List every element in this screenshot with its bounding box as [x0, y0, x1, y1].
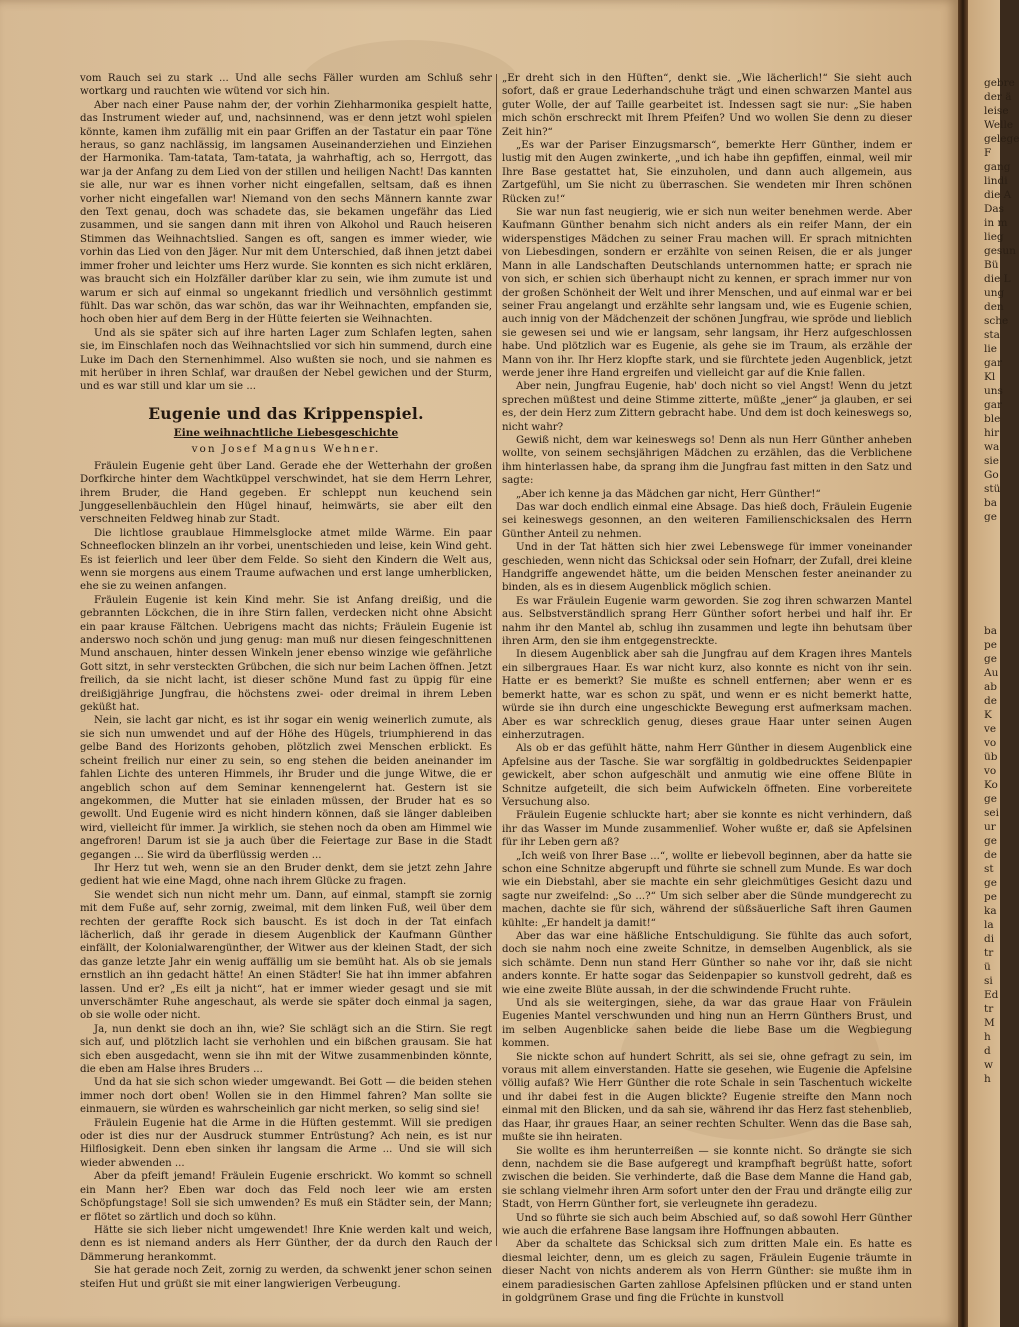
next-page-fragment: gebre [984, 77, 1015, 89]
intro-paragraph: Und als sie später sich auf ihre harten Lager zum Schlafen legten, sahen sie, im Einschlafen noch das Weihnachtslied vor sich hin summend, durch eine Luke im Dach den Sternenhimmel. Also wußten sie noch, und sie nahmen es mit herüber in ihren Schlaf, war draußen der Nebel gewichen und der Sturm, und es war still und klar um sie ... [80, 327, 492, 393]
story-paragraph: Hätte sie sich lieber nicht umgewendet! Ihre Knie werden kalt und weich, denn es ist niemand anders als Herr Günther, der da durch den Rauch der Dämmerung herankommt. [80, 1224, 492, 1263]
next-page-fragment: ba [984, 497, 997, 509]
next-page-fragment: ung [984, 287, 1005, 299]
next-page-fragment: lindi [984, 175, 1008, 187]
next-page-fragment: la [984, 919, 994, 931]
next-page-fragment: ve [984, 723, 997, 735]
next-page-fragment: Ed [984, 989, 999, 1001]
next-page-fragment: Das [984, 203, 1005, 215]
next-page-fragment: sta [984, 329, 1000, 341]
story-paragraph: „Es war der Pariser Einzugsmarsch“, bemerkte Herr Günther, indem er lustig mit den Augen zwinkerte, „und ich habe ihn gepfiffen, einmal, weil mir Ihre Base gestattet hat, Sie einzuholen, und dann auch allgemein, aus Zartgefühl, um Sie nicht zu überraschen. Sie wendeten mir Ihren schönen Rücken zu!“ [502, 140, 912, 205]
story-paragraph: Sie hat gerade noch Zeit, zornig zu werden, da schwenkt jener schon seinen steifen Hut und grüßt sie mit einer langwierigen Verbeugung. [80, 1265, 492, 1290]
story-paragraph: Sie war nun fast neugierig, wie er sich nun weiter benehmen werde. Aber Kaufmann Günther benahm sich nicht anders als ein reifer Mann, der ein widerspenstiges Mädchen zu seiner Frau machen will. Er sprach mitnichten von Liebesdingen, sondern er erzählte von seinen Reisen, die er als junger Mann in alle Landschaften Deutschlands unternommen hatte; er sprach nie von sich, er schien sich überhaupt nicht zu kennen, er sprach immer nur von der großen Schönheit der Welt und ihrer Menschen, und auf einmal war er bei seiner Frau angelangt und erzählte sehr langsam und, wie es Eugenie schien, auch innig von der Mädchenzeit der schönen Jungfrau, wie spröde und lieblich sie gewesen sei und wie er langsam, sehr langsam, ihr Herz aufgeschlossen habe. Und plötzlich war es Eugenie, als gehe sie im Traum, als erzähle der Mann von ihr. Ihr Herz klopfte stark, und sie fürchtete jeden Augenblick, jetzt werde jener ihre Hand ergreifen und vielleicht gar auf die Knie fallen. [502, 207, 912, 379]
story-paragraph: Ihr Herz tut weh, wenn sie an den Bruder denkt, dem sie jetzt zehn Jahre gedient hat wie eine Magd, ohne nach ihrem Glücke zu fragen. [80, 862, 492, 888]
next-page-fragment: ge [984, 877, 997, 889]
story-paragraph: Fräulein Eugenie geht über Land. Gerade ehe der Wetterhahn der großen Dorfkirche hinter dem Wachtküppel verschwindet, hat sie dem Herrn Lehrer, ihrem Bruder, die Hand gegeben. Er schleppt nun keuchend sein Junggesellenbäuchlein den Hügel hinauf, heimwärts, sie aber eilt den verschneiten Feldweg hinab zur Stadt. [80, 460, 492, 526]
next-page-fragment: de [984, 849, 997, 861]
right-column [502, 72, 912, 1304]
story-paragraph: Aber nein, Jungfrau Eugenie, hab' doch nicht so viel Angst! Wenn du jetzt sprechen müßtest und deine Stimme zitterte, müßte „jener“ ja glauben, er sei es, der dein Herz zum Zittern gebracht habe. Und dem ist doch keineswegs so, nicht wahr? [502, 381, 912, 433]
next-page-fragment: ge [984, 835, 997, 847]
next-page-fragment: uns [984, 385, 1003, 397]
next-page-fragment: tr [984, 947, 994, 959]
story-paragraph: Sie wendet sich nun nicht mehr um. Dann, auf einmal, stampft sie zornig mit dem Fuße auf, sehr zornig, zweimal, mit dem linken Fuß, weil über dem rechten der geraffte Rock sich bauscht. Es ist doch in der Tat einfach lächerlich, daß ihr gerade in diesem Augenblick der Kaufmann Günther einfällt, der Kolonialwarengünther, der Witwer aus der kleinen Stadt, der sich das ganze letzte Jahr ein wenig auffällig um sie bemüht hat. Als ob sie jemals ernstlich an ihn gedacht hätte! An einen Städter! Sie hat ihn immer abfahren lassen. Und er? „Es eilt ja nicht“, hat er immer wieder gesagt und sie mit unverschämter Ruhe angeschaut, als werde sie später doch einmal ja sagen, ob sie wolle oder nicht. [80, 889, 492, 1022]
story-paragraph: Ja, nun denkt sie doch an ihn, wie? Sie schlägt sich an die Stirn. Sie regt sich auf, und plötzlich lacht sie verhohlen und ein bißchen grausam. Sie hat sich eben ausgedacht, wenn sie ihn mit der Witwe zusammenbinden könnte, die eben am Halse ihres Bruders ... [80, 1023, 492, 1076]
next-page-fragment: Welle [984, 119, 1014, 131]
next-page-fragment: h [984, 1073, 991, 1085]
book-binding [958, 0, 968, 1327]
next-page-fragment: ba [984, 625, 997, 637]
next-page-fragment: M [984, 1017, 995, 1029]
story-paragraph: Aber da schaltete das Schicksal sich zum dritten Male ein. Es hatte es diesmal leichter, denn, um es gleich zu sagen, Fräulein Eugenie träumte in dieser Nacht von nichts anderem als von Herrn Günther: sie mußte ihm in einem paradiesischen Garten zahllose Apfelsinen pflücken und er stand unten in goldgrünem Grase und fing die Früchte in kunstvoll [502, 1239, 912, 1304]
next-page-fragment: die A [984, 189, 1012, 201]
next-page-fragment: vo [984, 765, 997, 777]
next-page-fragment: w [984, 1059, 993, 1071]
next-page-fragment: Ko [984, 779, 998, 791]
next-page-fragment: den [984, 301, 1004, 313]
next-page-fragment: ble [984, 413, 1001, 425]
next-page-fragment: ge [984, 511, 997, 523]
next-page-fragment: wa [984, 441, 1000, 453]
next-page-fragment: ü [984, 961, 991, 973]
story-paragraph: Das war doch endlich einmal eine Absage. Das hieß doch, Fräulein Eugenie sei keineswegs gesonnen, an den weiteren Familienschicksalen des Herrn Günther Anteil zu nehmen. [502, 502, 912, 540]
story-paragraph: Und in der Tat hätten sich hier zwei Lebenswege für immer voneinander geschieden, wenn nicht das Schicksal oder sein Hofnarr, der Zufall, drei kleine Handgriffe angewendet hätte, um die beiden Menschen fester aneinander zu binden, als es in diesem Augenblick möglich schien. [502, 542, 912, 594]
story-paragraph: Gewiß nicht, dem war keineswegs so! Denn als nun Herr Günther anheben wollte, von seinem sechsjährigen Mädchen zu erzählen, das die Verblichene ihm hinterlassen habe, da sprang ihm die Jungfrau fast mitten in den Satz und sagte: [502, 434, 912, 487]
story-paragraph: Aber das war eine häßliche Entschuldigung. Sie fühlte das auch sofort, doch sie nahm noch eine zweite Schnitze, in demselben Augenblick, als sie sich schämte. Denn nun stand Herr Günther so nahe vor ihr, daß sie nicht anders konnte. Er hatte sogar das Seidenpapier so kunstvoll gedreht, daß es wie eine zweite Blüte aussah, in der die schwindende Frucht ruhte. [502, 931, 912, 996]
story-paragraph: „Er dreht sich in den Hüften“, denkt sie. „Wie lächerlich!“ Sie sieht auch sofort, daß er graue Lederhandschuhe trägt und einen schwarzen Mantel aus guter Wolle, der auf Taille gearbeitet ist. Indessen sagt sie nur: „Sie haben mich schön erschreckt mit Ihrem Pfeifen? Und wo wollen Sie denn zu dieser Zeit hin?“ [502, 73, 912, 138]
left-column [80, 72, 492, 1290]
next-page-fragment: de [984, 695, 997, 707]
next-page-fragment: hir [984, 427, 1000, 439]
next-page-fragment: di [984, 933, 995, 945]
story-paragraph: „Aber ich kenne ja das Mädchen gar nicht, Herr Günther!“ [516, 488, 821, 500]
next-page-fragment: lie [984, 343, 997, 355]
next-page-fragment: vo [984, 737, 997, 749]
story-paragraph: Sie nickte schon auf hundert Schritt, als sei sie, ohne gefragt zu sein, im voraus mit allem einverstanden. Hatte sie gesehen, wie Eugenie die Apfelsine völlig aufaß? Wie Herr Günther die rote Schale in sein Taschentuch wickelte und ihr dabei fest in die Augen blickte? Eugenie streifte den Mann noch einmal mit den Blicken, und da sah sie, während ihr das Herz fast stehenblieb, das Haar, ihr graues Haar, an seiner rechten Schulter. Wenn das die Base sah, mußte sie ihn heiraten. [502, 1051, 912, 1144]
next-page-fragment: pe [984, 891, 997, 903]
next-page-fragment: ka [984, 905, 997, 917]
next-page-fragment: si [984, 975, 993, 987]
story-paragraph: „Ich weiß von Ihrer Base ...“, wollte er liebevoll beginnen, aber da hatte sie schon eine Schnitze abgerupft und führte sie schnell zum Munde. Es war doch wie ein Diebstahl, aber sie machte ein sehr gleichmütiges Gesicht dazu und sagte nur zweifelnd: „So ...?“ Um sich selber aber die Sünde mundgerecht zu machen, dachte sie für sich, während der süßsäuerliche Saft ihren Gaumen kühlte: „Er handelt ja damit!“ [502, 850, 912, 929]
story-paragraph: Fräulein Eugenie ist kein Kind mehr. Sie ist Anfang dreißig, und die gebrannten Löckchen, die in ihre Stirn fallen, verdecken nicht ohne Absicht ein paar krause Fältchen. Uebrigens macht das nichts; Fräulein Eugenie ist anderswo noch schön und jung genug: man muß nur diesen feingeschnittenen Mund anschauen, hinter dessen Winkeln jener ebenso winzige wie gefährliche Gott sitzt, in sehr versteckten Grübchen, die sich nur beim Lachen öffnen. Jetzt freilich, da sie nicht lacht, ist dieser schöne Mund fast zu üppig für eine dreißigjährige Jungfrau, die höchstens zwei- oder dreimal in ihrem Leben geküßt hat. [80, 594, 492, 714]
next-page-fragment: gar [984, 357, 1003, 369]
next-page-fragment: gesun [984, 245, 1016, 257]
next-page-fragment: gar [984, 399, 1003, 411]
next-page-fragment: sche [984, 315, 1009, 327]
next-page-text [968, 0, 1019, 1086]
next-page-fragment: F [984, 147, 992, 159]
next-page-fragment: st [984, 863, 994, 875]
next-page-fragment: Kl [984, 371, 996, 383]
intro-paragraph: vom Rauch sei zu stark ... Und alle sechs Fäller wurden am Schluß sehr wortkarg und rauchten wie wütend vor sich hin. [80, 73, 492, 98]
story-paragraph: Und als sie weitergingen, siehe, da war das graue Haar von Fräulein Eugenies Mantel verschwunden und hing nun an Herrn Günthers Brust, und im selben Augenblicke sahen beide die liebe Base um die Wegbiegung kommen. [502, 998, 912, 1050]
next-page-fragment: d [984, 1045, 991, 1057]
story-title: Eugenie und das Krippenspiel. [148, 403, 424, 423]
story-paragraph: Fräulein Eugenie schluckte hart; aber sie konnte es nicht verhindern, daß ihr das Wasser im Munde zusammenlief. Woher wußte er, daß sie Apfelsinen für ihr Leben gern aß? [502, 810, 912, 849]
next-page-fragment: K [984, 709, 992, 721]
next-page-fragment: stü [984, 483, 1001, 495]
story-paragraph: Die lichtlose graublaue Himmelsglocke atmet milde Wärme. Ein paar Schneeflocken blinzeln an ihr vorbei, unentschieden und leise, kein Wind geht. Es ist feierlich und leer über dem Felde. So sieht den Kindern die Welt aus, wenn sie morgens aus einem Traume aufwachen und erst lange umherblicken, ehe sie zu weinen anfangen. [80, 527, 492, 593]
next-page-fragment: h [984, 1031, 991, 1043]
story-paragraph: Als ob er das gefühlt hätte, nahm Herr Günther in diesem Augenblick eine Apfelsine aus der Tasche. Sie war sorgfältig in goldbedrucktes Seidenpapier gewickelt, aber schon aufgeschält und anmutig wie eine offene Blüte in Schnitze aufgeteilt, die sich beim Aufwickeln öffneten. Eine vorbereitete Versuchung also. [502, 743, 912, 808]
story-paragraph: Nein, sie lacht gar nicht, es ist ihr sogar ein wenig weinerlich zumute, als sie sich nun umwendet und auf der Höhe des Hügels, triumphierend in das gelbe Band des Horizonts gehoben, plötzlich zwei Menschen erblickt. Es scheint freilich nur einer zu sein, so eng stehen die beiden aneinander im fahlen Lichte des unteren Himmels, ihr Bruder und die junge Witwe, die er angeblich schon auf dem Seminar kennengelernt hat. Gestern ist sie angekommen, die Mutter hat sie einladen müssen, der Bruder hat es so gewollt. Und Eugenie wird es nicht hindern können, daß sie länger dableiben wird, vielleicht für immer. Ja wirklich, sie stehen noch da oben am Himmel wie angefroren! Darum ist sie ja auch über die Feiertage zur Base in die Stadt gegangen ... Sie wird da überflüssig werden ... [80, 715, 492, 861]
next-page-edge [968, 0, 1019, 1327]
next-page-fragment: Bü [984, 259, 999, 271]
story-paragraph: In diesem Augenblick aber sah die Jungfrau auf dem Kragen ihres Mantels ein silbergraues Haar. Es war nicht kurz, also konnte es nicht von ihr sein. Hatte er es bemerkt? Sie mußte es schnell entfernen; aber wenn er es bemerkt hatte, war es schon zu spät, und wenn er es nicht bemerkt hatte, würde sie ihn durch eine ungeschickte Bewegung erst aufmerksam machen. Aber es war schrecklich genug, dieses graue Haar unter seinen Augen einherzutragen. [502, 649, 912, 741]
next-page-fragment: ur [984, 821, 996, 833]
next-page-fragment: ab [984, 681, 997, 693]
next-page-fragment: gang [984, 161, 1011, 173]
next-page-fragment: ge [984, 793, 997, 805]
next-page-fragment: tr [984, 1003, 994, 1015]
next-page-fragment: gelege [984, 133, 1019, 145]
story-paragraph: Sie wollte es ihm herunterreißen — sie konnte nicht. So drängte sie sich denn, nachdem sie die Base aufgeregt und krampfhaft begrüßt hatte, sofort zwischen die beiden. Sie verhinderte, daß die Base dem Manne die Hand gab, sie schlang vielmehr ihren Arm sofort unter den der Frau und drängte eilig zur Stadt, von Herrn Günther fort, sie verleugnete ihn geradezu. [502, 1145, 912, 1211]
intro-paragraph: Aber nach einer Pause nahm der, der vorhin Ziehharmonika gespielt hatte, das Instrument wieder auf, und, nachsinnend, was er denn jetzt wohl spielen könnte, kamen ihm zufällig mit ein paar Griffen an der Tastatur ein paar Töne heraus, so ganz nachlässig, im langsamen Auseinanderziehen und Einziehen der Harmonika. Tam-tatata, Tam-tatata, ja wahrhaftig, ach so, Herrgott, das war ja der Anfang zu dem Lied von der stillen und heiligen Nacht! Das kannten sie alle, nur war es ihnen vorher nicht eingefallen, seltsam, daß es ihnen vorher nicht eingefallen war! Niemand von den sechs Männern kannte zwar den Text genau, doch was schadete das, sie bekamen ungefähr das Lied zusammen, und sie sangen dann mit ihren von Alkohol und Rauch heiseren Stimmen das Weihnachtslied. Sangen es oft, sangen es immer wieder, wie vorhin das Lied von den Jäger. Nur mit dem Unterschied, daß ihnen jetzt dabei immer froher und leichter ums Herz wurde. Sie konnten es sich nicht erklären, was braucht sich ein Holzfäller darüber klar zu sein, wie ihm zumute ist und warum er sich auf einmal so ungekannt friedlich und versöhnlich gestimmt fühlt. Das war schön, das war schön, das war ihr Weihnachten, empfanden sie, hoch oben hier auf dem Berg in der Hütte feierten sie Weihnachten. [80, 99, 492, 326]
story-paragraph: Und da hat sie sich schon wieder umgewandt. Bei Gott — die beiden stehen immer noch dort oben! Wollen sie in den Himmel fahren? Man sollte sie einmauern, sie würden es wahrscheinlich gar nicht merken, so selig sind sie! [80, 1077, 492, 1116]
story-paragraph: Fräulein Eugenie hat die Arme in die Hüften gestemmt. Will sie predigen oder ist dies nur der Ausdruck stummer Entrüstung? Ach nein, es ist nur Hilflosigkeit. Denn eben sinken ihr langsam die Arme ... Und sie will sich wieder abwenden ... [80, 1117, 492, 1169]
next-page-fragment: sie [984, 455, 999, 467]
next-page-fragment: ge [984, 653, 997, 665]
next-page-fragment: der ä [984, 91, 1012, 103]
next-page-fragment: leise [984, 105, 1009, 117]
column-divider [496, 74, 497, 1246]
next-page-fragment: Go [984, 469, 999, 481]
story-subtitle: Eine weihnachtliche Liebesgeschichte [173, 426, 399, 439]
story-paragraph: Aber da pfeift jemand! Fräulein Eugenie erschrickt. Wo kommt so schnell ein Mann her? Eben war doch das Feld noch leer wie am ersten Schöpfungstage! Soll sie sich umwenden? Es muß ein Städter sein, der Mann; er flötet so zärtlich und doch so kühn. [80, 1171, 492, 1223]
next-page-gap [968, 524, 1000, 624]
next-page-fragment: sei [984, 807, 999, 819]
story-paragraph: Und so führte sie sich auch beim Abschied auf, so daß sowohl Herr Günther wie auch die erfahrene Base langsam ihre Hoffnungen abbauten. [502, 1212, 912, 1237]
next-page-fragment: lieg [984, 231, 1004, 243]
next-page-fragment: üb [984, 751, 998, 763]
story-paragraph: Es war Fräulein Eugenie warm geworden. Sie zog ihren schwarzen Mantel aus. Selbstverständlich sprang Herr Günther sofort herbei und half ihr. Er nahm ihr den Mantel ab, schlug ihn zusammen und legte ihn behutsam über ihren Arm, den sie ihm entgegenstreckte. [502, 595, 912, 648]
next-page-fragment: in m [984, 217, 1008, 229]
next-page-fragment: pe [984, 639, 997, 651]
story-author: von Josef Magnus Wehner. [191, 442, 381, 455]
next-page-fragment: Au [984, 667, 999, 679]
next-page-fragment: die L [984, 273, 1011, 285]
